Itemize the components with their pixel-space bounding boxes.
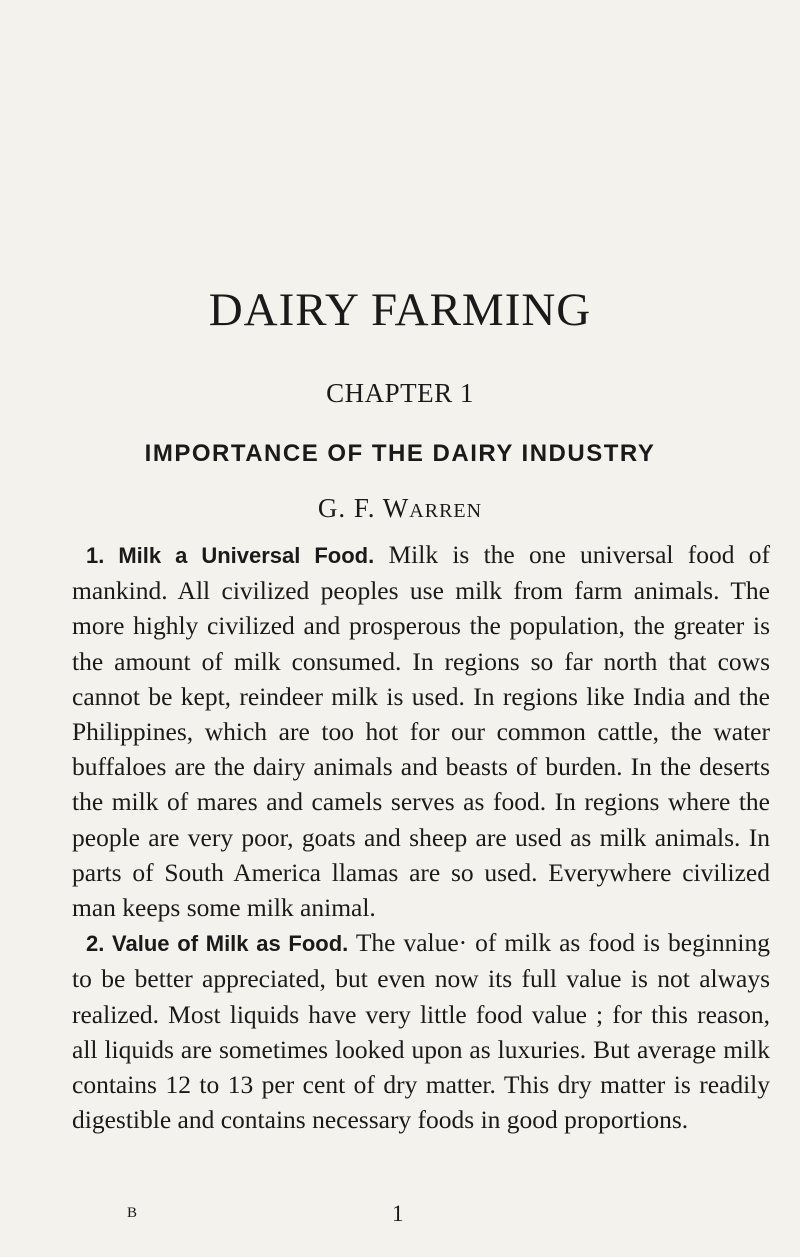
- chapter-body: [72, 537, 770, 1137]
- chapter-label: CHAPTER 1: [326, 378, 474, 408]
- signature-mark: B: [127, 1205, 139, 1221]
- author-initials: G. F. W: [317, 493, 410, 523]
- section-text-value-of-milk: The value· of milk as food is beginning to be better appreciated, but even now its full value is not always realized. Most liquids have very little food value ; for this reason, all liquids are sometimes looked upon as luxuries. But average milk contains 12 to 13 per cent of dry matter. This dry matter is readily digestible and contains necessary foods in good proportions.: [72, 928, 771, 1135]
- page-number: 1: [392, 1201, 404, 1226]
- book-title: DAIRY FARMING: [208, 284, 592, 336]
- chapter-title: IMPORTANCE OF THE DAIRY INDUSTRY: [144, 440, 656, 467]
- paragraph-value-of-milk: [72, 925, 770, 1137]
- section-heading-milk-universal-food: 1. Milk a Universal Food.: [86, 543, 375, 568]
- paragraph-milk-universal-food: [72, 537, 770, 925]
- section-text-milk-universal-food: Milk is the one universal food of mankind. All civilized peoples use milk from farm animals. The more highly civilized and prosperous the population, the greater is the amount of milk consumed. In regions so far north that cows cannot be kept, reindeer milk is used. In regions like India and the Philippines, which are too hot for our common cattle, the water buffaloes are the dairy animals and beasts of burden. In the deserts the milk of mares and camels serves as food. In regions where the people are very poor, goats and sheep are used as milk animals. In parts of South America llamas are so used. Everywhere civilized man keeps some milk animal.: [72, 540, 770, 923]
- author-surname-small-caps: ARREN: [409, 500, 483, 522]
- chapter-author: [0, 493, 800, 524]
- page-footer: [0, 1201, 800, 1235]
- section-heading-value-of-milk: 2. Value of Milk as Food.: [86, 931, 349, 957]
